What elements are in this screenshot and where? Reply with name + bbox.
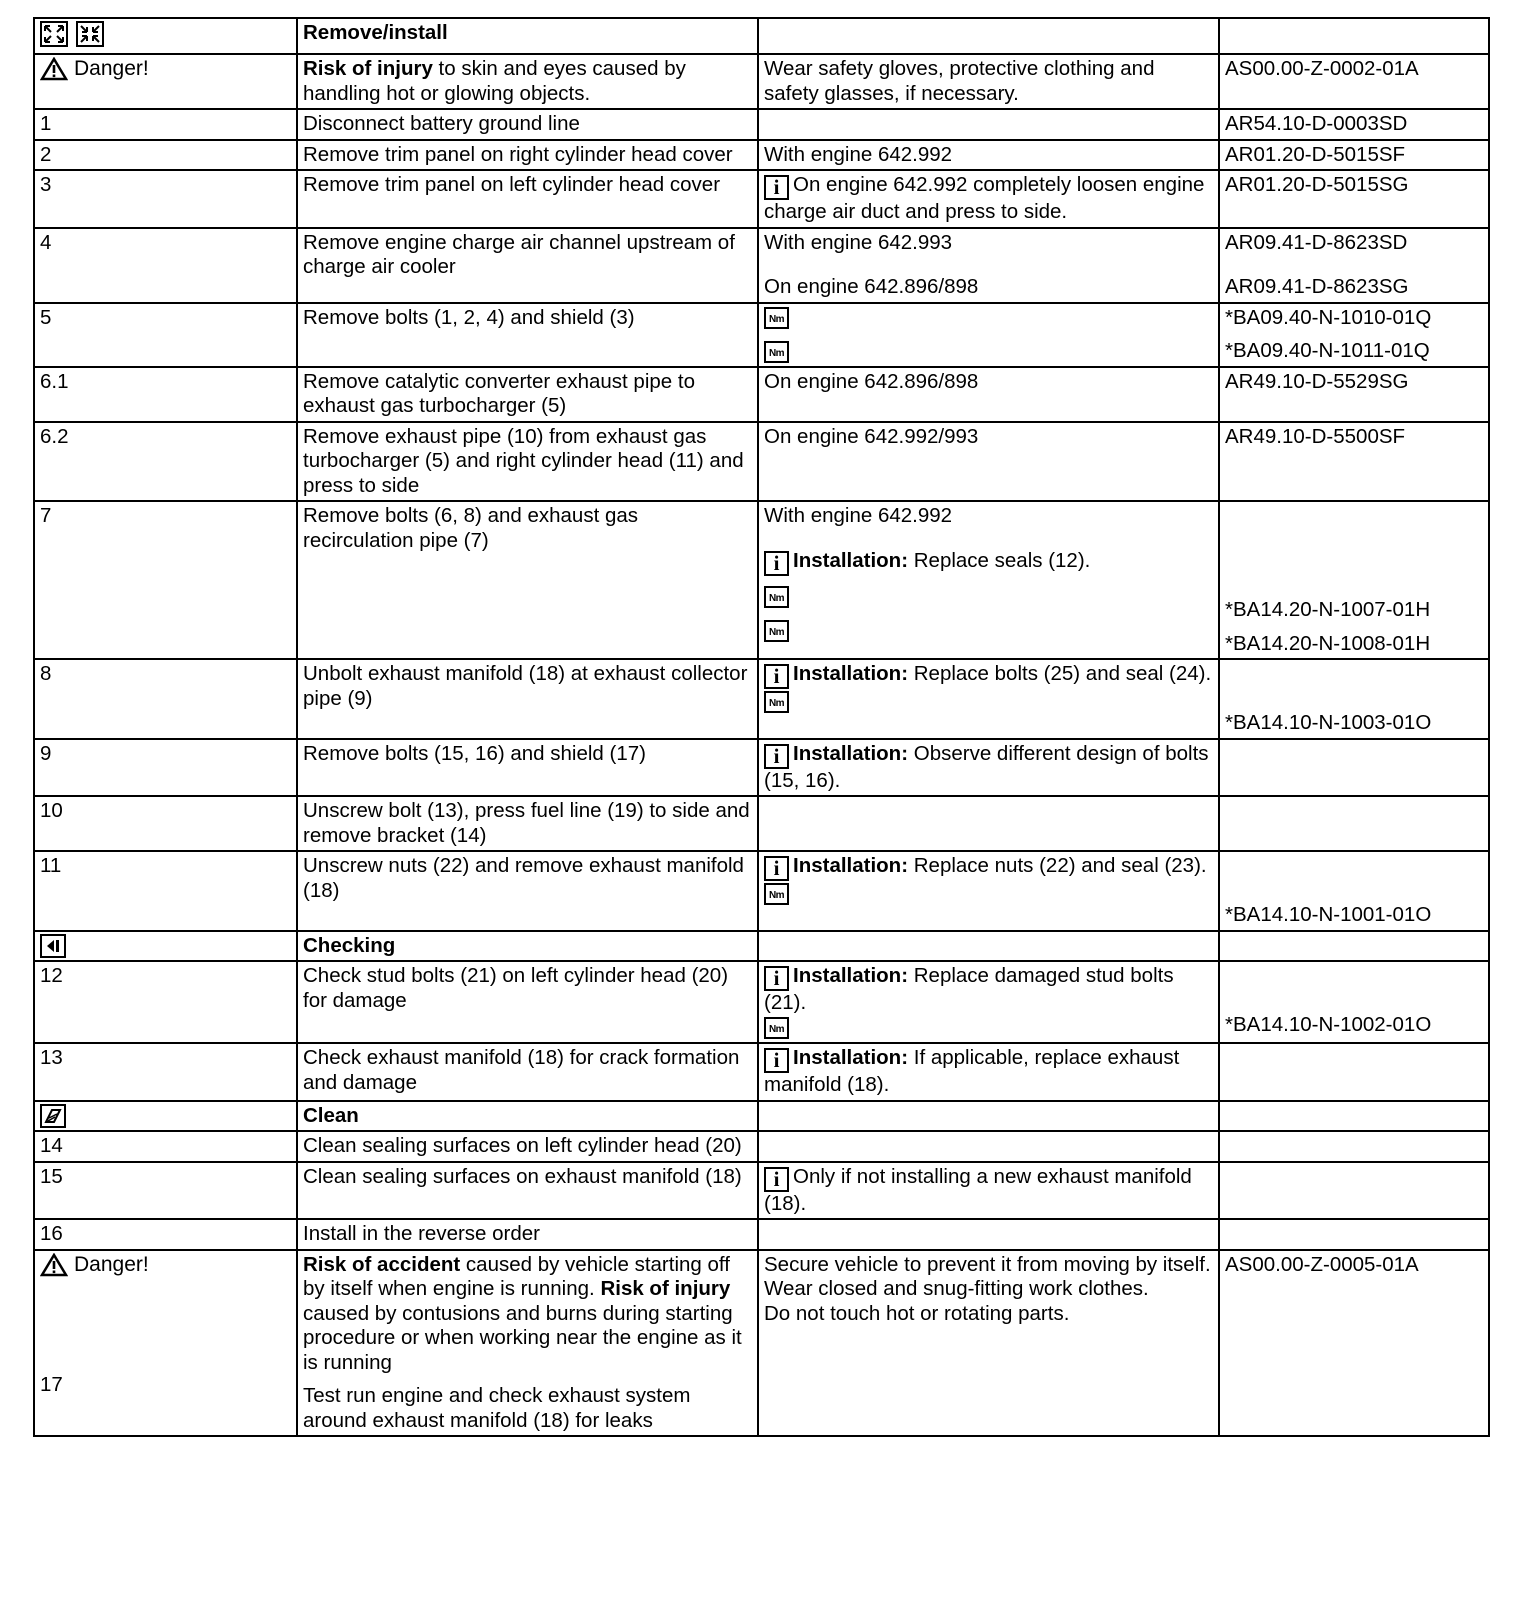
table-row bbox=[34, 796, 1489, 851]
installation-label: Installation: bbox=[793, 964, 909, 988]
step-text: Remove bolts (1, 2, 4) and shield (3) bbox=[297, 303, 758, 367]
reference: AR01.20-D-5015SG bbox=[1219, 170, 1489, 228]
installation-label: Installation: bbox=[793, 662, 909, 685]
note: With engine 642.993 bbox=[764, 230, 953, 254]
table-row bbox=[34, 54, 1489, 109]
checking-icon bbox=[40, 934, 66, 958]
reference: *BA09.40-N-1010-01Q bbox=[1225, 305, 1432, 329]
torque-nm-icon: Nm bbox=[764, 341, 789, 363]
torque-nm-icon: Nm bbox=[764, 883, 789, 905]
warning-triangle-icon bbox=[40, 1253, 68, 1277]
step-number: 6.2 bbox=[34, 422, 297, 502]
info-icon: i bbox=[764, 744, 789, 769]
step-number: 11 bbox=[34, 851, 297, 931]
table-row bbox=[34, 851, 1489, 931]
risk-text: to skin and eyes caused by handling hot or glowing objects. bbox=[303, 57, 686, 105]
installation-note: Replace damaged stud bolts (21). bbox=[764, 964, 1174, 1015]
table-row bbox=[34, 1131, 1489, 1162]
reference: AR54.10-D-0003SD bbox=[1219, 109, 1489, 140]
reference: AR01.20-D-5015SF bbox=[1219, 140, 1489, 171]
info-icon: i bbox=[764, 856, 789, 881]
danger-label-cell bbox=[34, 54, 297, 109]
table-row bbox=[34, 367, 1489, 422]
remove-install-icons bbox=[34, 18, 297, 54]
note: On engine 642.896/898 bbox=[764, 275, 979, 298]
note: Do not touch hot or rotating parts. bbox=[764, 1301, 1070, 1325]
risk-title: Risk of injury bbox=[303, 57, 433, 80]
step-number: 17 bbox=[40, 1373, 63, 1397]
risk-title: Risk of accident bbox=[303, 1252, 461, 1276]
table-row bbox=[34, 303, 1489, 367]
step-number: 10 bbox=[34, 796, 297, 851]
header-title: Remove/install bbox=[297, 18, 758, 54]
info-icon: i bbox=[764, 1167, 789, 1192]
step-text: Clean sealing surfaces on exhaust manifold (18) bbox=[297, 1162, 758, 1220]
table-row bbox=[34, 961, 1489, 1043]
step-number: 2 bbox=[34, 140, 297, 171]
table-row bbox=[34, 1250, 1489, 1437]
installation-note: Replace seals (12). bbox=[908, 548, 1091, 572]
installation-note: If applicable, replace exhaust manifold (18). bbox=[764, 1046, 1180, 1097]
table-row bbox=[34, 228, 1489, 303]
reference: *BA14.10-N-1002-01O bbox=[1225, 1013, 1432, 1037]
step-text: Remove trim panel on left cylinder head cover bbox=[297, 170, 758, 228]
step-text: Unscrew bolt (13), press fuel line (19) to side and remove bracket (14) bbox=[297, 796, 758, 851]
info-icon: i bbox=[764, 966, 789, 991]
step-text: Test run engine and check exhaust system around exhaust manifold (18) for leaks bbox=[303, 1384, 691, 1432]
table-row bbox=[34, 170, 1489, 228]
step-text: Remove bolts (15, 16) and shield (17) bbox=[297, 739, 758, 797]
torque-nm-icon: Nm bbox=[764, 586, 789, 608]
table-row bbox=[34, 501, 1489, 659]
note: Only if not installing a new exhaust manifold (18). bbox=[764, 1164, 1192, 1215]
table-row bbox=[34, 1162, 1489, 1220]
installation-label: Installation: bbox=[793, 548, 909, 572]
installation-note: Observe different design of bolts (15, 16). bbox=[764, 741, 1209, 792]
info-icon: i bbox=[764, 551, 789, 576]
table-row bbox=[34, 140, 1489, 171]
step-text: Install in the reverse order bbox=[297, 1219, 758, 1250]
risk-text: caused by vehicle starting off by itself when engine is running. bbox=[303, 1252, 730, 1301]
installation-note: Replace bolts (25) and seal (24). bbox=[908, 662, 1212, 685]
step-number: 14 bbox=[34, 1131, 297, 1162]
table-row bbox=[34, 1043, 1489, 1101]
step-text: Check stud bolts (21) on left cylinder head (20) for damage bbox=[297, 961, 758, 1043]
installation-label: Installation: bbox=[793, 741, 909, 765]
step-number: 16 bbox=[34, 1219, 297, 1250]
remove-icon bbox=[40, 21, 68, 47]
table-row bbox=[34, 739, 1489, 797]
step-number: 1 bbox=[34, 109, 297, 140]
risk-text: caused by contusions and burns during starting procedure or when working near the engine as it is running bbox=[303, 1301, 742, 1374]
reference: AS00.00-Z-0005-01A bbox=[1219, 1250, 1489, 1437]
step-text: Remove engine charge air channel upstream of charge air cooler bbox=[297, 228, 758, 303]
reference: AR09.41-D-8623SD bbox=[1225, 230, 1408, 254]
step-number: 7 bbox=[34, 501, 297, 659]
reference: *BA14.10-N-1001-01O bbox=[1225, 903, 1432, 926]
step-number: 5 bbox=[34, 303, 297, 367]
info-icon: i bbox=[764, 1048, 789, 1073]
step-text: Remove bolts (6, 8) and exhaust gas recirculation pipe (7) bbox=[297, 501, 758, 659]
note: On engine 642.896/898 bbox=[758, 367, 1219, 422]
note: Wear safety gloves, protective clothing and safety glasses, if necessary. bbox=[758, 54, 1219, 109]
info-icon: i bbox=[764, 175, 789, 200]
step-text: Unbolt exhaust manifold (18) at exhaust collector pipe (9) bbox=[297, 659, 758, 739]
reference: *BA14.20-N-1007-01H bbox=[1225, 598, 1431, 621]
step-text: Clean sealing surfaces on left cylinder head (20) bbox=[297, 1131, 758, 1162]
step-text: Remove exhaust pipe (10) from exhaust gas turbocharger (5) and right cylinder head (11) and press to side bbox=[297, 422, 758, 502]
step-number: 15 bbox=[34, 1162, 297, 1220]
installation-label: Installation: bbox=[793, 1046, 909, 1070]
installation-note: Replace nuts (22) and seal (23). bbox=[908, 854, 1207, 877]
table-row bbox=[34, 109, 1489, 140]
step-text: Unscrew nuts (22) and remove exhaust manifold (18) bbox=[297, 851, 758, 931]
step-number: 4 bbox=[34, 228, 297, 303]
reference: *BA14.20-N-1008-01H bbox=[1225, 631, 1431, 655]
reference: AR09.41-D-8623SG bbox=[1225, 275, 1409, 298]
step-number: 6.1 bbox=[34, 367, 297, 422]
procedure-table bbox=[33, 17, 1490, 1437]
torque-nm-icon: Nm bbox=[764, 691, 789, 713]
step-text: Remove trim panel on right cylinder head cover bbox=[297, 140, 758, 171]
table-row bbox=[34, 18, 1489, 54]
step-number: 9 bbox=[34, 739, 297, 797]
note: On engine 642.992/993 bbox=[758, 422, 1219, 502]
step-text: Disconnect battery ground line bbox=[297, 109, 758, 140]
torque-nm-icon: Nm bbox=[764, 620, 789, 642]
note: With engine 642.992 bbox=[764, 504, 953, 527]
warning-triangle-icon bbox=[40, 57, 68, 81]
section-clean: Clean bbox=[297, 1101, 758, 1132]
danger-label: Danger! bbox=[74, 1252, 149, 1276]
note: With engine 642.992 bbox=[758, 140, 1219, 171]
step-number: 13 bbox=[34, 1043, 297, 1101]
reference: *BA09.40-N-1011-01Q bbox=[1225, 339, 1430, 362]
step-text: Check exhaust manifold (18) for crack formation and damage bbox=[297, 1043, 758, 1101]
installation-label: Installation: bbox=[793, 854, 909, 877]
note: On engine 642.992 completely loosen engine charge air duct and press to side. bbox=[764, 173, 1205, 223]
table-row bbox=[34, 659, 1489, 739]
table-row bbox=[34, 422, 1489, 502]
table-row bbox=[34, 1101, 1489, 1132]
note: Wear closed and snug-fitting work clothes. bbox=[764, 1277, 1149, 1301]
info-icon: i bbox=[764, 664, 789, 689]
reference: AR49.10-D-5529SG bbox=[1219, 367, 1489, 422]
reference: AS00.00-Z-0002-01A bbox=[1219, 54, 1489, 109]
step-number: 3 bbox=[34, 170, 297, 228]
reference: AR49.10-D-5500SF bbox=[1219, 422, 1489, 502]
step-text: Remove catalytic converter exhaust pipe to exhaust gas turbocharger (5) bbox=[297, 367, 758, 422]
step-number: 12 bbox=[34, 961, 297, 1043]
install-icon bbox=[76, 21, 104, 47]
danger-label: Danger! bbox=[74, 57, 149, 80]
table-row bbox=[34, 931, 1489, 962]
risk-title: Risk of injury bbox=[600, 1277, 731, 1301]
note: Secure vehicle to prevent it from moving by itself. bbox=[764, 1252, 1211, 1276]
torque-nm-icon: Nm bbox=[764, 307, 789, 329]
clean-icon bbox=[40, 1104, 66, 1128]
reference: *BA14.10-N-1003-01O bbox=[1225, 711, 1432, 734]
section-checking: Checking bbox=[297, 931, 758, 962]
step-number: 8 bbox=[34, 659, 297, 739]
table-row bbox=[34, 1219, 1489, 1250]
torque-nm-icon: Nm bbox=[764, 1017, 789, 1039]
